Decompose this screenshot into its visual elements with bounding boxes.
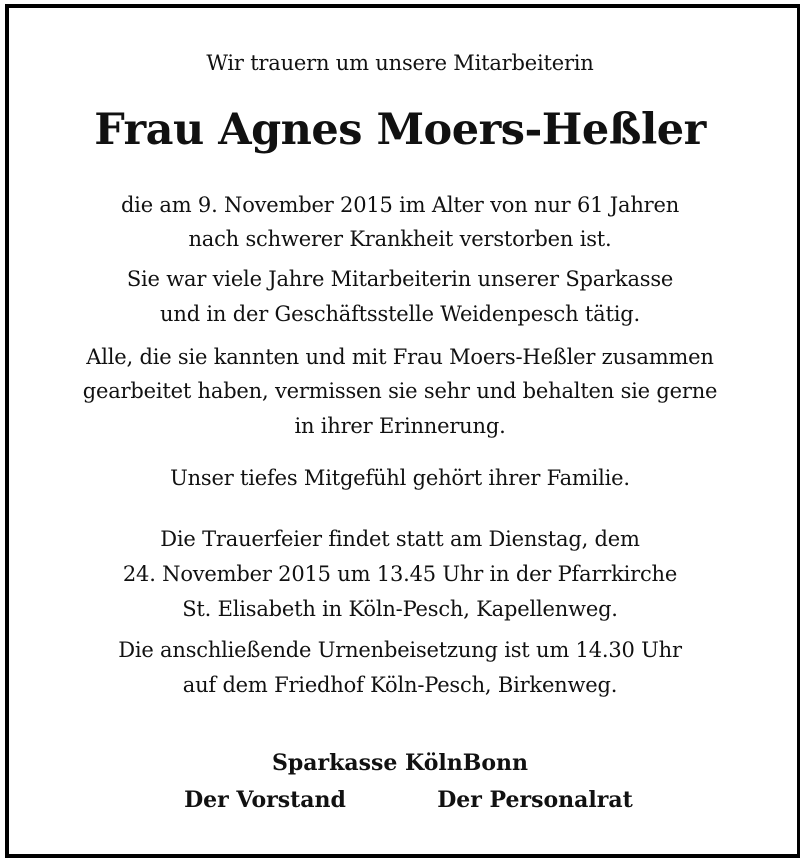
intro-line: Wir trauern um unsere Mitarbeiterin — [206, 51, 594, 75]
signature-staff-council: Der Personalrat — [437, 787, 633, 813]
signature-board: Der Vorstand — [184, 787, 346, 813]
deceased-name: Frau Agnes Moers-Heßler — [94, 105, 706, 155]
signature-organization: Sparkasse KölnBonn — [272, 750, 528, 776]
sympathy-line: Unser tiefes Mitgefühl gehört ihrer Familie. — [170, 466, 630, 490]
death-line-2: nach schwerer Krankheit verstorben ist. — [188, 227, 612, 251]
career-line-1: Sie war viele Jahre Mitarbeiterin unserer Sparkasse — [126, 267, 674, 291]
career-line-2: und in der Geschäftsstelle Weidenpesch tätig. — [160, 302, 640, 326]
funeral-line-2: 24. November 2015 um 13.45 Uhr in der Pfarrkirche — [122, 562, 678, 586]
memory-line-1: Alle, die sie kannten und mit Frau Moers-Heßler zusammen — [86, 345, 714, 369]
burial-line-2: auf dem Friedhof Köln-Pesch, Birkenweg. — [182, 673, 618, 697]
memory-line-2: gearbeitet haben, vermissen sie sehr und behalten sie gerne — [82, 379, 718, 403]
memory-line-3: in ihrer Erinnerung. — [294, 414, 506, 438]
funeral-line-3: St. Elisabeth in Köln-Pesch, Kapellenweg. — [182, 597, 618, 621]
funeral-line-1: Die Trauerfeier findet statt am Dienstag, dem — [160, 527, 640, 551]
death-line-1: die am 9. November 2015 im Alter von nur 61 Jahren — [120, 193, 680, 217]
burial-line-1: Die anschließende Urnenbeisetzung ist um 14.30 Uhr — [118, 638, 682, 662]
